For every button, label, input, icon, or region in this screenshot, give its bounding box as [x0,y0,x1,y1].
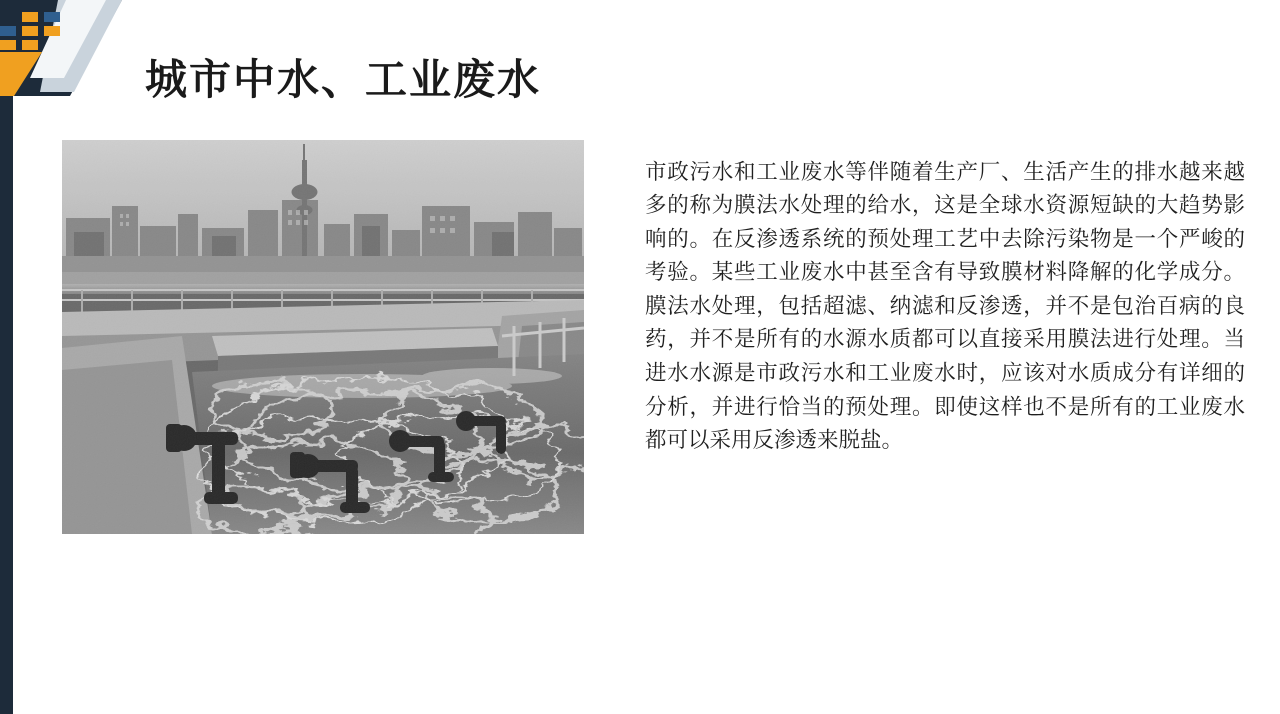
logo-mark-icon [0,0,122,96]
left-accent-strip [0,0,13,714]
slide-image [62,140,584,534]
page-title: 城市中水、工业废水 [145,55,542,105]
body-paragraph: 市政污水和工业废水等伴随着生产厂、生活产生的排水越来越多的称为膜法水处理的给水，这是全球水资源短缺的大趋势影响的。在反渗透系统的预处理工艺中去除污染物是一个严峻的考验。某些工业废水中甚至含有导致膜材料降解的化学成分。膜法水处理，包括超滤、纳滤和反渗透，并不是包治百病的良药，并不是所有的水源水质都可以直接采用膜法进行处理。当进水水源是市政污水和工业废水时，应该对水质成分有详细的分析，并进行恰当的预处理。即使这样也不是所有的工业废水都可以采用反渗透来脱盐。 [645,159,1245,454]
corner-marker [1274,708,1280,714]
